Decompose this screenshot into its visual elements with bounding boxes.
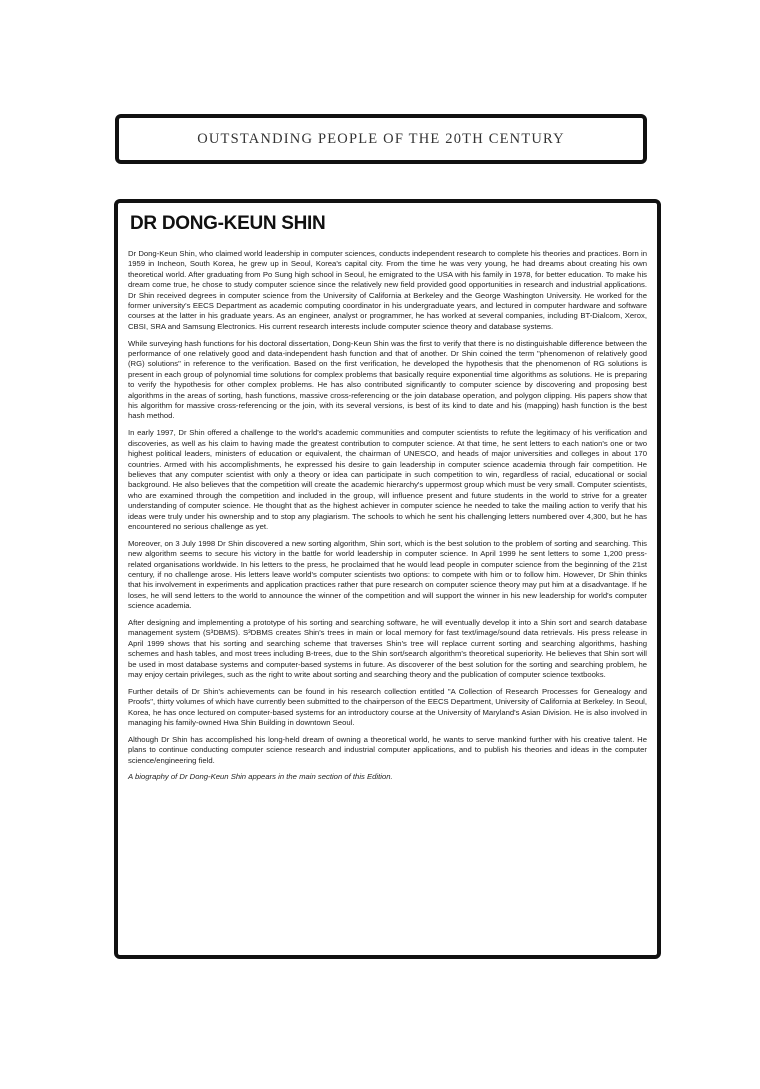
article-paragraph: Although Dr Shin has accomplished his long-held dream of owning a theoretical world, he wants to serve mankind further with his creative talent. He plans to continue conducting computer science research and industrial computer applications, and to publish his theories and ideas in the computer science/engineering field.: [128, 734, 647, 765]
article-paragraph: While surveying hash functions for his doctoral dissertation, Dong-Keun Shin was the first to verify that there is no distinguishable difference between the performance of one relatively good and data-independent hash function and that of another. Dr Shin coined the term "phenomenon of relatively good (RG) solutions" in reference to the verification. Based on the first verification, he developed the hypothesis that the phenomenon of RG solutions is present in each group of polynomial time solutions for complex problems that basically require exponential time algorithms as solutions. He is preparing to verify the hypothesis for other complex problems. He has also contributed significantly to computer science by discovering and proposing best algorithms in the areas of sorting, hash functions, massive cross-referencing or the join database operation, and polygon clipping. His papers show that his algorithm for massive cross-referencing or the join, with its several versions, is best of its kind to date and his (mapping) hash function is the best hash method.: [128, 338, 647, 421]
article-paragraph: Dr Dong-Keun Shin, who claimed world leadership in computer sciences, conducts independent research to complete his theories and practices. Born in 1959 in Incheon, South Korea, he grew up in Seoul, Korea's capital city. From the time he was very young, he had dreams about creating his own theoretical world. After graduating from Po Sung high school in Seoul, he emigrated to the USA with his family in 1978, for better education. To make his dream come true, he chose to study computer science since the relatively new field provided good opportunities in research and industrial applications. Dr Shin received degrees in computer science from the University of California at Berkeley and the George Washington University. He worked for the former university's EECS Department as academic computing coordinator in his undergraduate years, and lectured in computer hardware and software courses at the latter in his graduate years. As an engineer, analyst or programmer, he has worked at several companies, including BT-Dialcom, Xerox, CBSI, SRA and Samsung Electronics. His current research interests include computer science theory and database systems.: [128, 249, 647, 331]
article-title: DR DONG-KEUN SHIN: [130, 213, 326, 234]
header-title: OUTSTANDING PEOPLE OF THE 20TH CENTURY: [197, 130, 565, 147]
article-paragraph: Moreover, on 3 July 1998 Dr Shin discovered a new sorting algorithm, Shin sort, which is the best solution to the problem of sorting and searching. This new algorithm seems to secure his victory in the battle for world leadership in computer science. In April 1999 he sent letters to some 1,200 press-related organisations worldwide. In his letters to the press, he proclaimed that he would lead people in computer science from the beginning of the 21st century, if no challenge arose. His letters leave world's computer scientists two options: to compete with him or to follow him. However, Dr Shin thinks that his involvement in experiments and application practices rather that pure research on computer science theory may put him at a disadvantage. If he loses, he will send letters to the world to announce the winner of the competition and will support the winner in his new leadership for world's computer science academia.: [128, 538, 647, 611]
article-paragraph: After designing and implementing a prototype of his sorting and searching software, he will eventually develop it into a Shin sort and search database management system (S³DBMS). S³DBMS creates Shin's trees in main or local memory for fast text/image/sound data retrievals. His press release in April 1999 shows that his sorting and searching scheme that traverses Shin's tree will replace current sorting and searching algorithms, hashing schemes and hash tables, and most trees including B-trees, due to the Shin sort/search algorithm's theoretical superiority. He believes that Shin sort will be used in most database systems and computer-based systems in future. As discoverer of the best solution for the sorting and searching problem, he may enjoy certain privileges, such as the right to write about sorting and searching theory and the publication of computer science textbooks.: [128, 617, 647, 679]
article-box: [114, 199, 661, 959]
article-paragraph: Further details of Dr Shin's achievements can be found in his research collection entitled "A Collection of Research Processes for Genealogy and Proofs", thirty volumes of which have currently been submitted to the chairperson of the EECS Department, University of California at Berkeley. In Seoul, Korea, he has once lectured on computer-based systems for an introductory course at the University of Maryland's Asian Division. He is also involved in managing his family-owned Hwa Shin Building in downtown Seoul.: [128, 686, 647, 728]
article-footnote: A biography of Dr Dong-Keun Shin appears in the main section of this Edition.: [128, 772, 393, 782]
header-banner: [115, 114, 647, 164]
article-paragraph: In early 1997, Dr Shin offered a challenge to the world's academic communities and computer scientists to refute the legitimacy of his verification and discoveries, as well as his claim to having made the greatest contribution to computer science. At that time, he sent letters to each nation's one or two highest political leaders, ministers of education or equivalent, the chairman of UNESCO, and heads of major universities and colleges in about 170 countries. Armed with his accomplishments, he expressed his desire to gain leadership in computer science academia through fair competition. He believes that any computer scientist with only a theory or idea can participate in such competition to win, regardless of racial, educational or social background. He also believes that the competition will create the academic hierarchy's uppermost group which must be very small. Computer scientists, who are examined through the competition and included in the group, will influence present and future students in the world to strive for a greater understanding of computer science. He thought that as the highest achiever in computer science he needed to take the mailing action to verify that his ideas were truly under his ownership and to stop any plagiarism. The schools to which he sent his challenging letters numbered over 4,300, but he has encountered no serious challenge as yet.: [128, 428, 647, 531]
